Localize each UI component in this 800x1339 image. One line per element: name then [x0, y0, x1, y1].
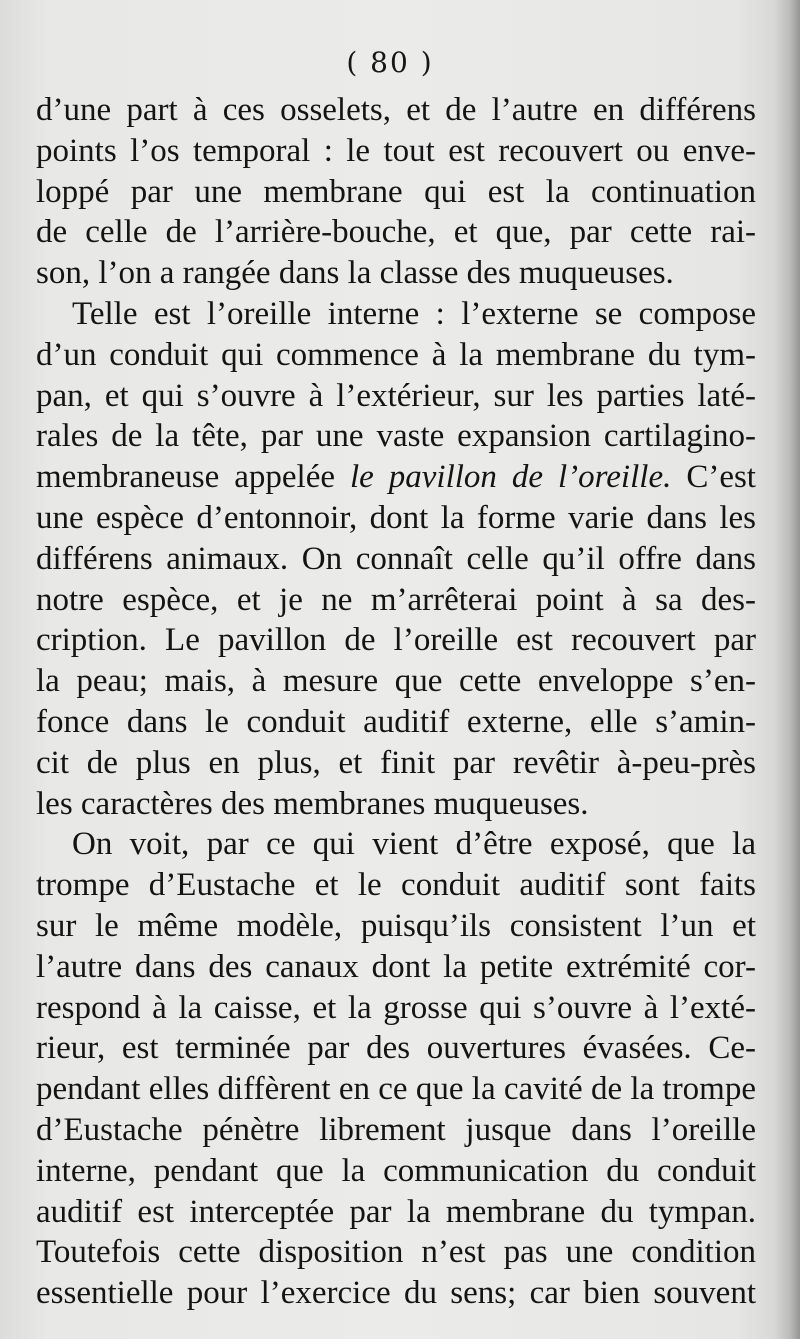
text-line: notre espèce, et je ne m’arrêterai point à sa des- [36, 581, 756, 618]
text-line: Telle est l’oreille interne : l’externe se compose [72, 295, 756, 332]
text-line: la peau; mais, à mesure que cette enveloppe s’en- [36, 663, 756, 700]
text-line: trompe d’Eustache et le conduit auditif sont faits [36, 867, 756, 904]
text-line: de celle de l’arrière-bouche, et que, par cette rai- [36, 214, 756, 251]
text-line: Toutefois cette disposition n’est pas une condition [36, 1234, 756, 1271]
text-line: sur le même modèle, puisqu’ils consistent l’un et [36, 907, 756, 944]
text-line: cit de plus en plus, et finit par revêtir à-peu-près [36, 744, 756, 781]
text-line: d’une part à ces osselets, et de l’autre en différens [36, 92, 756, 128]
text-line: les caractères des membranes muqueuses. [36, 785, 589, 822]
text-line: rieur, est terminée par des ouvertures évasées. Ce- [36, 1030, 756, 1067]
text-line: cription. Le pavillon de l’oreille est recouvert par [36, 622, 756, 659]
text-line: pan, et qui s’ouvre à l’extérieur, sur les parties laté- [36, 377, 756, 414]
text-line: une espèce d’entonnoir, dont la forme varie dans les [36, 499, 756, 536]
text-line: points l’os temporal : le tout est recouvert ou enve- [36, 132, 756, 169]
text-line: fonce dans le conduit auditif externe, elle s’amin- [36, 703, 756, 740]
text-line: d’Eustache pénètre librement jusque dans l’oreille [36, 1111, 756, 1148]
text-line: pendant elles diffèrent en ce que la cavité de la trompe [36, 1071, 756, 1108]
page-number: ( 80 ) [346, 46, 434, 79]
text-line: différens animaux. On connaît celle qu’il offre dans [36, 540, 756, 577]
text-line: respond à la caisse, et la grosse qui s’ouvre à l’exté- [36, 989, 756, 1026]
text-line: rales de la tête, par une vaste expansion cartilagino- [36, 418, 756, 455]
text-line: essentielle pour l’exercice du sens; car bien souvent [36, 1275, 756, 1312]
text-line: l’autre dans des canaux dont la petite extrémité cor- [36, 948, 756, 985]
text-line: son, l’on a rangée dans la classe des muqueuses. [36, 255, 674, 292]
text-line: loppé par une membrane qui est la continuation [36, 173, 756, 210]
text-line: auditif est interceptée par la membrane du tympan. [36, 1193, 756, 1230]
page-edge-shadow [774, 0, 800, 1339]
text-line: On voit, par ce qui vient d’être exposé, que la [72, 826, 756, 863]
italic-term: le pavillon de l’oreille. [349, 459, 672, 496]
text-line: d’un conduit qui commence à la membrane du tym- [36, 336, 756, 373]
line-segment: C’est [671, 459, 756, 496]
body-text [36, 90, 756, 1314]
text-line-mixed [36, 457, 756, 498]
text-line: interne, pendant que la communication du conduit [36, 1152, 756, 1189]
line-segment: membraneuse appelée [36, 459, 350, 496]
